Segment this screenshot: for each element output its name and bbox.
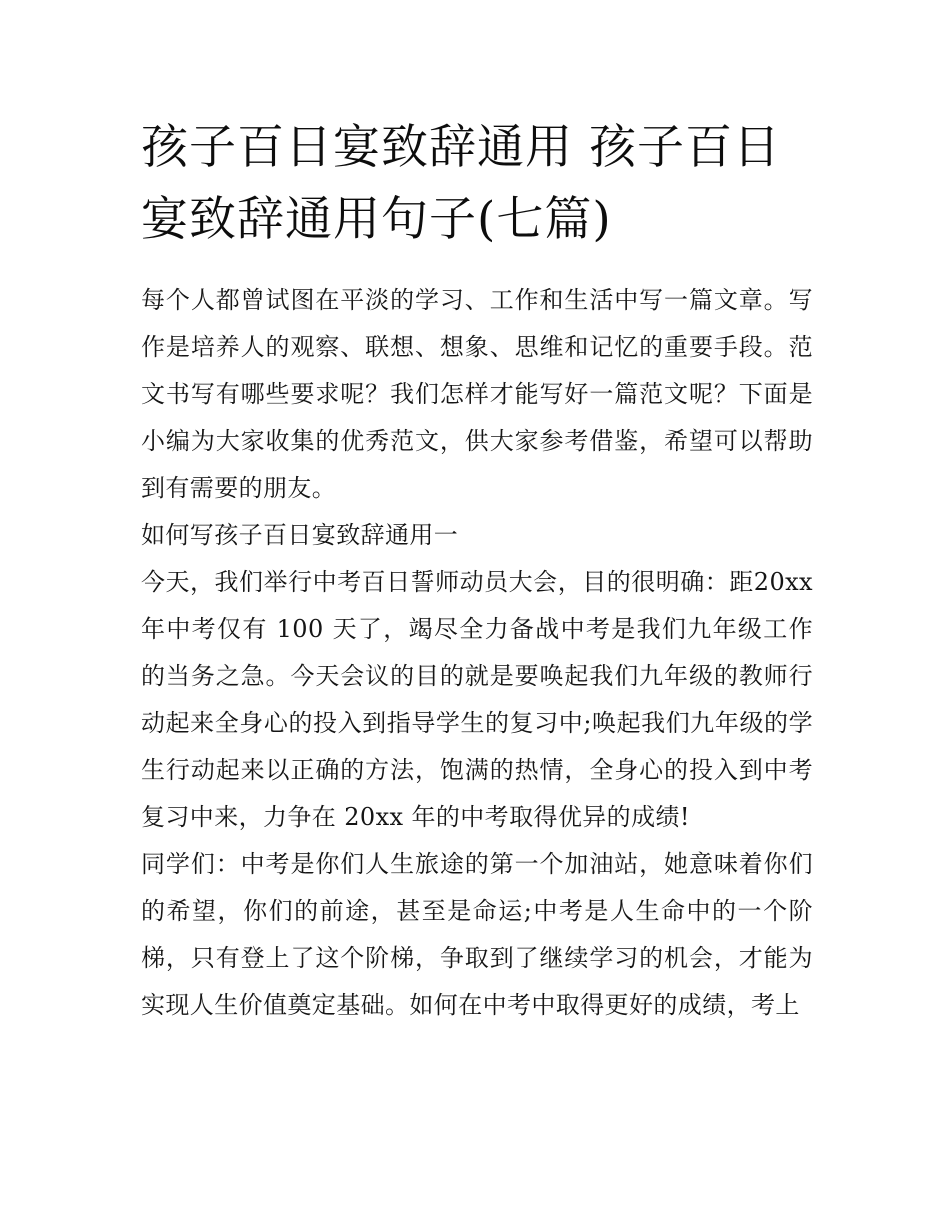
intro-paragraph: 每个人都曾试图在平淡的学习、工作和生活中写一篇文章。写作是培养人的观察、联想、想象、思维和记忆的重要手段。范文书写有哪些要求呢？我们怎样才能写好一篇范文呢？下面是小编为大家收集的优秀范文，供大家参考借鉴，希望可以帮助到有需要的朋友。: [141, 286, 813, 502]
body-paragraph: 同学们：中考是你们人生旅途的第一个加油站，她意味着你们的希望，你们的前途，甚至是命运;中考是人生命中的一个阶梯，只有登上了这个阶梯，争取到了继续学习的机会，才能为实现人生价值奠定基础。如何在中考中取得更好的成绩，考上: [141, 850, 813, 1019]
body-paragraph: 今天，我们举行中考百日誓师动员大会，目的很明确：距20xx 年中考仅有 100 天了，竭尽全力备战中考是我们九年级工作的当务之急。今天会议的目的就是要唤起我们九年级的教师行动起来全身心的投入到指导学生的复习中;唤起我们九年级的学生行动起来以正确的方法，饱满的热情，全身心的投入到中考复习中来，力争在 20xx 年的中考取得优异的成绩!: [141, 568, 813, 831]
document-title: 孩子百日宴致辞通用 孩子百日宴致辞通用句子(七篇): [141, 120, 781, 247]
section-heading: 如何写孩子百日宴致辞通用一: [141, 521, 459, 549]
document-body: [141, 277, 813, 1029]
